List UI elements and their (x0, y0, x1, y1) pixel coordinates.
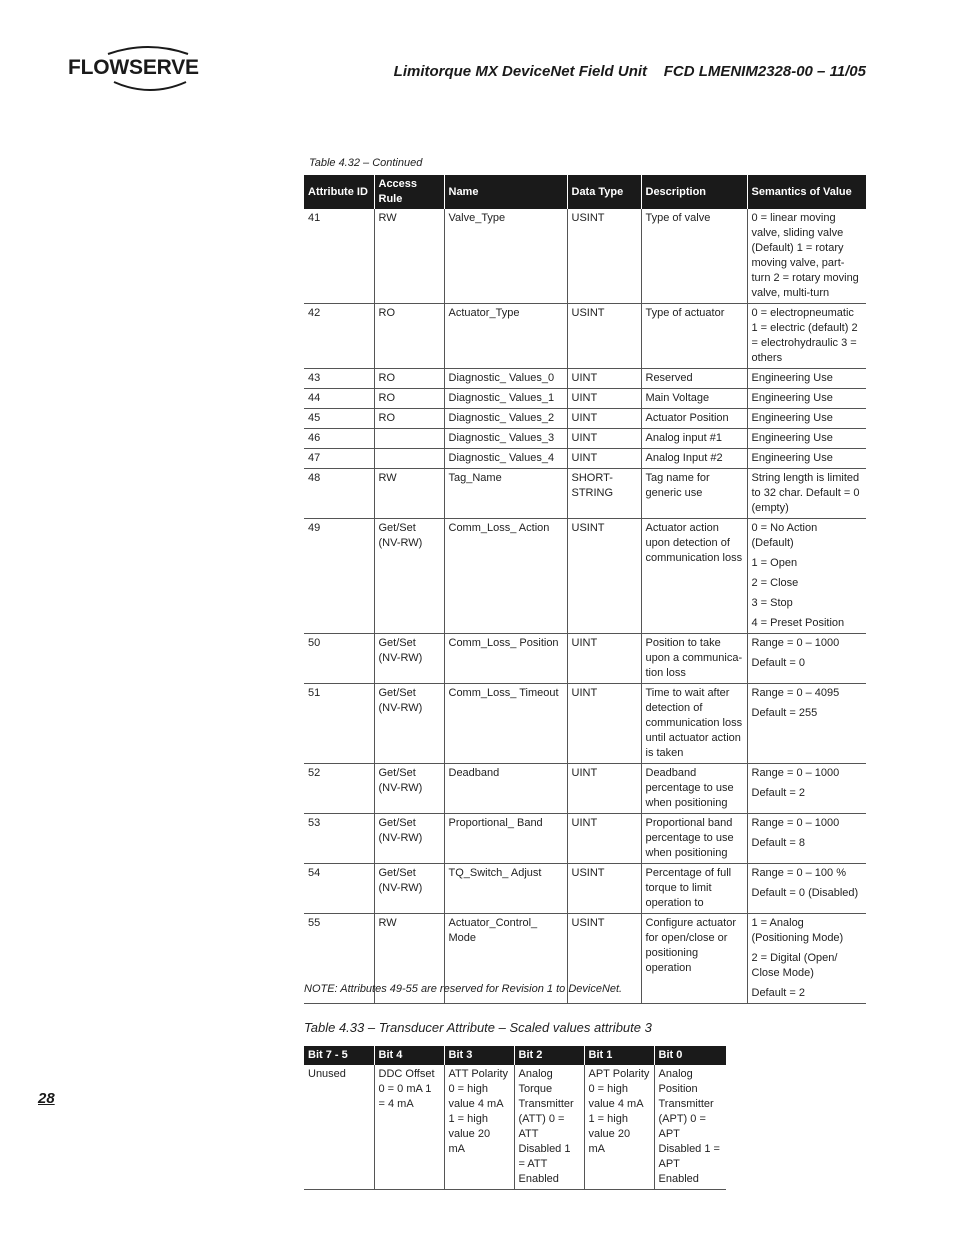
table-cell: UINT (567, 449, 641, 469)
table-cell: Proportional band percentage to use when positioning (641, 814, 747, 864)
table-cell: SHORT-STRING (567, 469, 641, 519)
table-cell: Position to take upon a communica-tion loss (641, 634, 747, 684)
table-cell: 55 (304, 914, 374, 1004)
semantic-line: Range = 0 – 1000 (751, 637, 840, 649)
semantic-line: 1 = Analog (Positioning Mode) (751, 917, 844, 944)
table-row (304, 634, 866, 684)
table-cell: Deadband percentage to use when positioning (641, 764, 747, 814)
table-cell: RO (374, 369, 444, 389)
table-cell: UINT (567, 764, 641, 814)
table-cell: Proportional_ Band (444, 814, 567, 864)
table-cell: Analog Torque Transmitter (ATT) 0 = ATT Disabled 1 = ATT Enabled (514, 1065, 584, 1190)
table-cell (374, 449, 444, 469)
table-row (304, 369, 866, 389)
table-cell: Actuator Position (641, 409, 747, 429)
table-cell (747, 634, 866, 684)
semantic-line: 4 = Preset Position (751, 617, 845, 629)
semantic-line: 2 = Digital (Open/ Close Mode) (751, 952, 838, 979)
table-cell: 42 (304, 304, 374, 369)
semantic-line: Range = 0 – 100 % (751, 867, 846, 879)
table-cell: Engineering Use (747, 389, 866, 409)
semantic-line: 0 = No Action (Default) (751, 522, 818, 549)
table-header-row (304, 175, 866, 209)
table-cell: Engineering Use (747, 449, 866, 469)
table-cell: Valve_Type (444, 209, 567, 304)
table-cell: Type of valve (641, 209, 747, 304)
table-cell: 46 (304, 429, 374, 449)
table-cell: 0 = linear moving valve, sliding valve (Default) 1 = rotary moving valve, part-turn 2 = rotary moving valve, multi-turn (747, 209, 866, 304)
table-cell: Analog Input #2 (641, 449, 747, 469)
col-header: Bit 0 (654, 1046, 726, 1065)
table-cell: Engineering Use (747, 429, 866, 449)
table-header-row (304, 1046, 726, 1065)
table-cell (747, 764, 866, 814)
table-cell: RW (374, 469, 444, 519)
table-cell (747, 519, 866, 634)
attribute-table (304, 175, 866, 1004)
table-cell: RO (374, 409, 444, 429)
table-row (304, 469, 866, 519)
table-cell: Comm_Loss_ Timeout (444, 684, 567, 764)
col-header: Data Type (567, 175, 641, 209)
table-cell: Comm_Loss_ Position (444, 634, 567, 684)
table-cell: 51 (304, 684, 374, 764)
table-cell: RW (374, 209, 444, 304)
table-cell: 45 (304, 409, 374, 429)
semantic-line: Default = 0 (751, 657, 806, 669)
table-cell: 41 (304, 209, 374, 304)
table-row (304, 449, 866, 469)
table-cell: Diagnostic_ Values_4 (444, 449, 567, 469)
table-cell: Get/Set (NV-RW) (374, 684, 444, 764)
table-cell: ATT Polarity 0 = high value 4 mA 1 = high value 20 mA (444, 1065, 514, 1190)
table-cell: 43 (304, 369, 374, 389)
table-cell: 44 (304, 389, 374, 409)
semantic-line: Default = 2 (751, 787, 806, 799)
table-cell: Actuator_Control_ Mode (444, 914, 567, 1004)
table-cell: Tag_Name (444, 469, 567, 519)
table-cell: 50 (304, 634, 374, 684)
table-cell: Unused (304, 1065, 374, 1190)
table-cell: TQ_Switch_ Adjust (444, 864, 567, 914)
table-cell: 0 = electropneumatic 1 = electric (default) 2 = electrohydraulic 3 = others (747, 304, 866, 369)
table-cell: 47 (304, 449, 374, 469)
semantic-line: Range = 0 – 1000 (751, 817, 840, 829)
table-row (304, 814, 866, 864)
semantic-line: Default = 0 (Disabled) (751, 887, 859, 899)
table-cell: Diagnostic_ Values_1 (444, 389, 567, 409)
table-cell: Reserved (641, 369, 747, 389)
table-cell: Analog input #1 (641, 429, 747, 449)
table-caption: Table 4.33 – Transducer Attribute – Scaled values attribute 3 (304, 1020, 652, 1035)
table-cell: USINT (567, 914, 641, 1004)
table-cell: USINT (567, 864, 641, 914)
table-cell: UINT (567, 634, 641, 684)
col-header: Semantics of Value (747, 175, 866, 209)
table-cell: 54 (304, 864, 374, 914)
table-cell: Time to wait after detection of communication loss until actuator action is taken (641, 684, 747, 764)
table-cell: UINT (567, 684, 641, 764)
table-cell: Comm_Loss_ Action (444, 519, 567, 634)
page-number: 28 (38, 1090, 55, 1107)
table-row (304, 429, 866, 449)
col-header: Bit 7 - 5 (304, 1046, 374, 1065)
semantic-line: Range = 0 – 4095 (751, 687, 840, 699)
table-cell: USINT (567, 304, 641, 369)
semantic-line: 3 = Stop (751, 597, 793, 609)
table-cell: UINT (567, 409, 641, 429)
table-cell: Main Voltage (641, 389, 747, 409)
table-cell (747, 684, 866, 764)
col-header: Name (444, 175, 567, 209)
table-cell: APT Polarity 0 = high value 4 mA 1 = high value 20 mA (584, 1065, 654, 1190)
table-cell: RO (374, 389, 444, 409)
table-cell: Percentage of full torque to limit operation to (641, 864, 747, 914)
table-cell: Deadband (444, 764, 567, 814)
table-cell: Diagnostic_ Values_0 (444, 369, 567, 389)
table-row (304, 764, 866, 814)
table-cell: Get/Set (NV-RW) (374, 814, 444, 864)
table-cell: Diagnostic_ Values_3 (444, 429, 567, 449)
col-header: Bit 2 (514, 1046, 584, 1065)
col-header: Attribute ID (304, 175, 374, 209)
table-caption: Table 4.32 – Continued (309, 157, 423, 169)
table-row (304, 389, 866, 409)
table-cell: 52 (304, 764, 374, 814)
table-cell: UINT (567, 429, 641, 449)
table-cell: UINT (567, 389, 641, 409)
table-cell: Engineering Use (747, 369, 866, 389)
table-cell: Get/Set (NV-RW) (374, 634, 444, 684)
table-cell: UINT (567, 814, 641, 864)
table-cell (747, 914, 866, 1004)
semantic-line: Range = 0 – 1000 (751, 767, 840, 779)
table-cell: Engineering Use (747, 409, 866, 429)
semantic-line: Default = 2 (751, 987, 806, 999)
table-cell: Get/Set (NV-RW) (374, 864, 444, 914)
table-cell: USINT (567, 519, 641, 634)
table-cell (747, 864, 866, 914)
table-row (304, 519, 866, 634)
table-row (304, 304, 866, 369)
table-cell: Get/Set (NV-RW) (374, 764, 444, 814)
table-cell: Analog Position Transmitter (APT) 0 = APT Disabled 1 = APT Enabled (654, 1065, 726, 1190)
table-cell (747, 814, 866, 864)
flowserve-logo (68, 42, 208, 98)
table-cell: RW (374, 914, 444, 1004)
semantic-line: Default = 255 (751, 707, 818, 719)
table-note: NOTE: Attributes 49-55 are reserved for Revision 1 to DeviceNet. (304, 983, 623, 995)
table-cell: Type of actuator (641, 304, 747, 369)
table-cell: Get/Set (NV-RW) (374, 519, 444, 634)
table-cell: 49 (304, 519, 374, 634)
semantic-line: 1 = Open (751, 557, 798, 569)
col-header: Bit 3 (444, 1046, 514, 1065)
table-cell: String length is limited to 32 char. Default = 0 (empty) (747, 469, 866, 519)
table-row (304, 684, 866, 764)
col-header: Access Rule (374, 175, 444, 209)
col-header: Bit 1 (584, 1046, 654, 1065)
table-row (304, 209, 866, 304)
semantic-line: Default = 8 (751, 837, 806, 849)
table-cell: Configure actuator for open/close or positioning operation (641, 914, 747, 1004)
semantic-line: 2 = Close (751, 577, 799, 589)
table-cell: RO (374, 304, 444, 369)
header-title: Limitorque MX DeviceNet Field Unit FCD LMENIM2328-00 – 11/05 (393, 63, 866, 80)
table-row (304, 409, 866, 429)
col-header: Description (641, 175, 747, 209)
transducer-bit-table (304, 1046, 726, 1190)
table-cell (374, 429, 444, 449)
table-row (304, 864, 866, 914)
table-cell: 53 (304, 814, 374, 864)
table-cell: USINT (567, 209, 641, 304)
table-row (304, 1065, 726, 1190)
table-cell: UINT (567, 369, 641, 389)
table-cell: Actuator action upon detection of communication loss (641, 519, 747, 634)
table-cell: Actuator_Type (444, 304, 567, 369)
table-cell: Diagnostic_ Values_2 (444, 409, 567, 429)
table-cell: DDC Offset 0 = 0 mA 1 = 4 mA (374, 1065, 444, 1190)
table-cell: 48 (304, 469, 374, 519)
table-cell: Tag name for generic use (641, 469, 747, 519)
col-header: Bit 4 (374, 1046, 444, 1065)
logo-text: FLOWSERVE (68, 56, 199, 79)
